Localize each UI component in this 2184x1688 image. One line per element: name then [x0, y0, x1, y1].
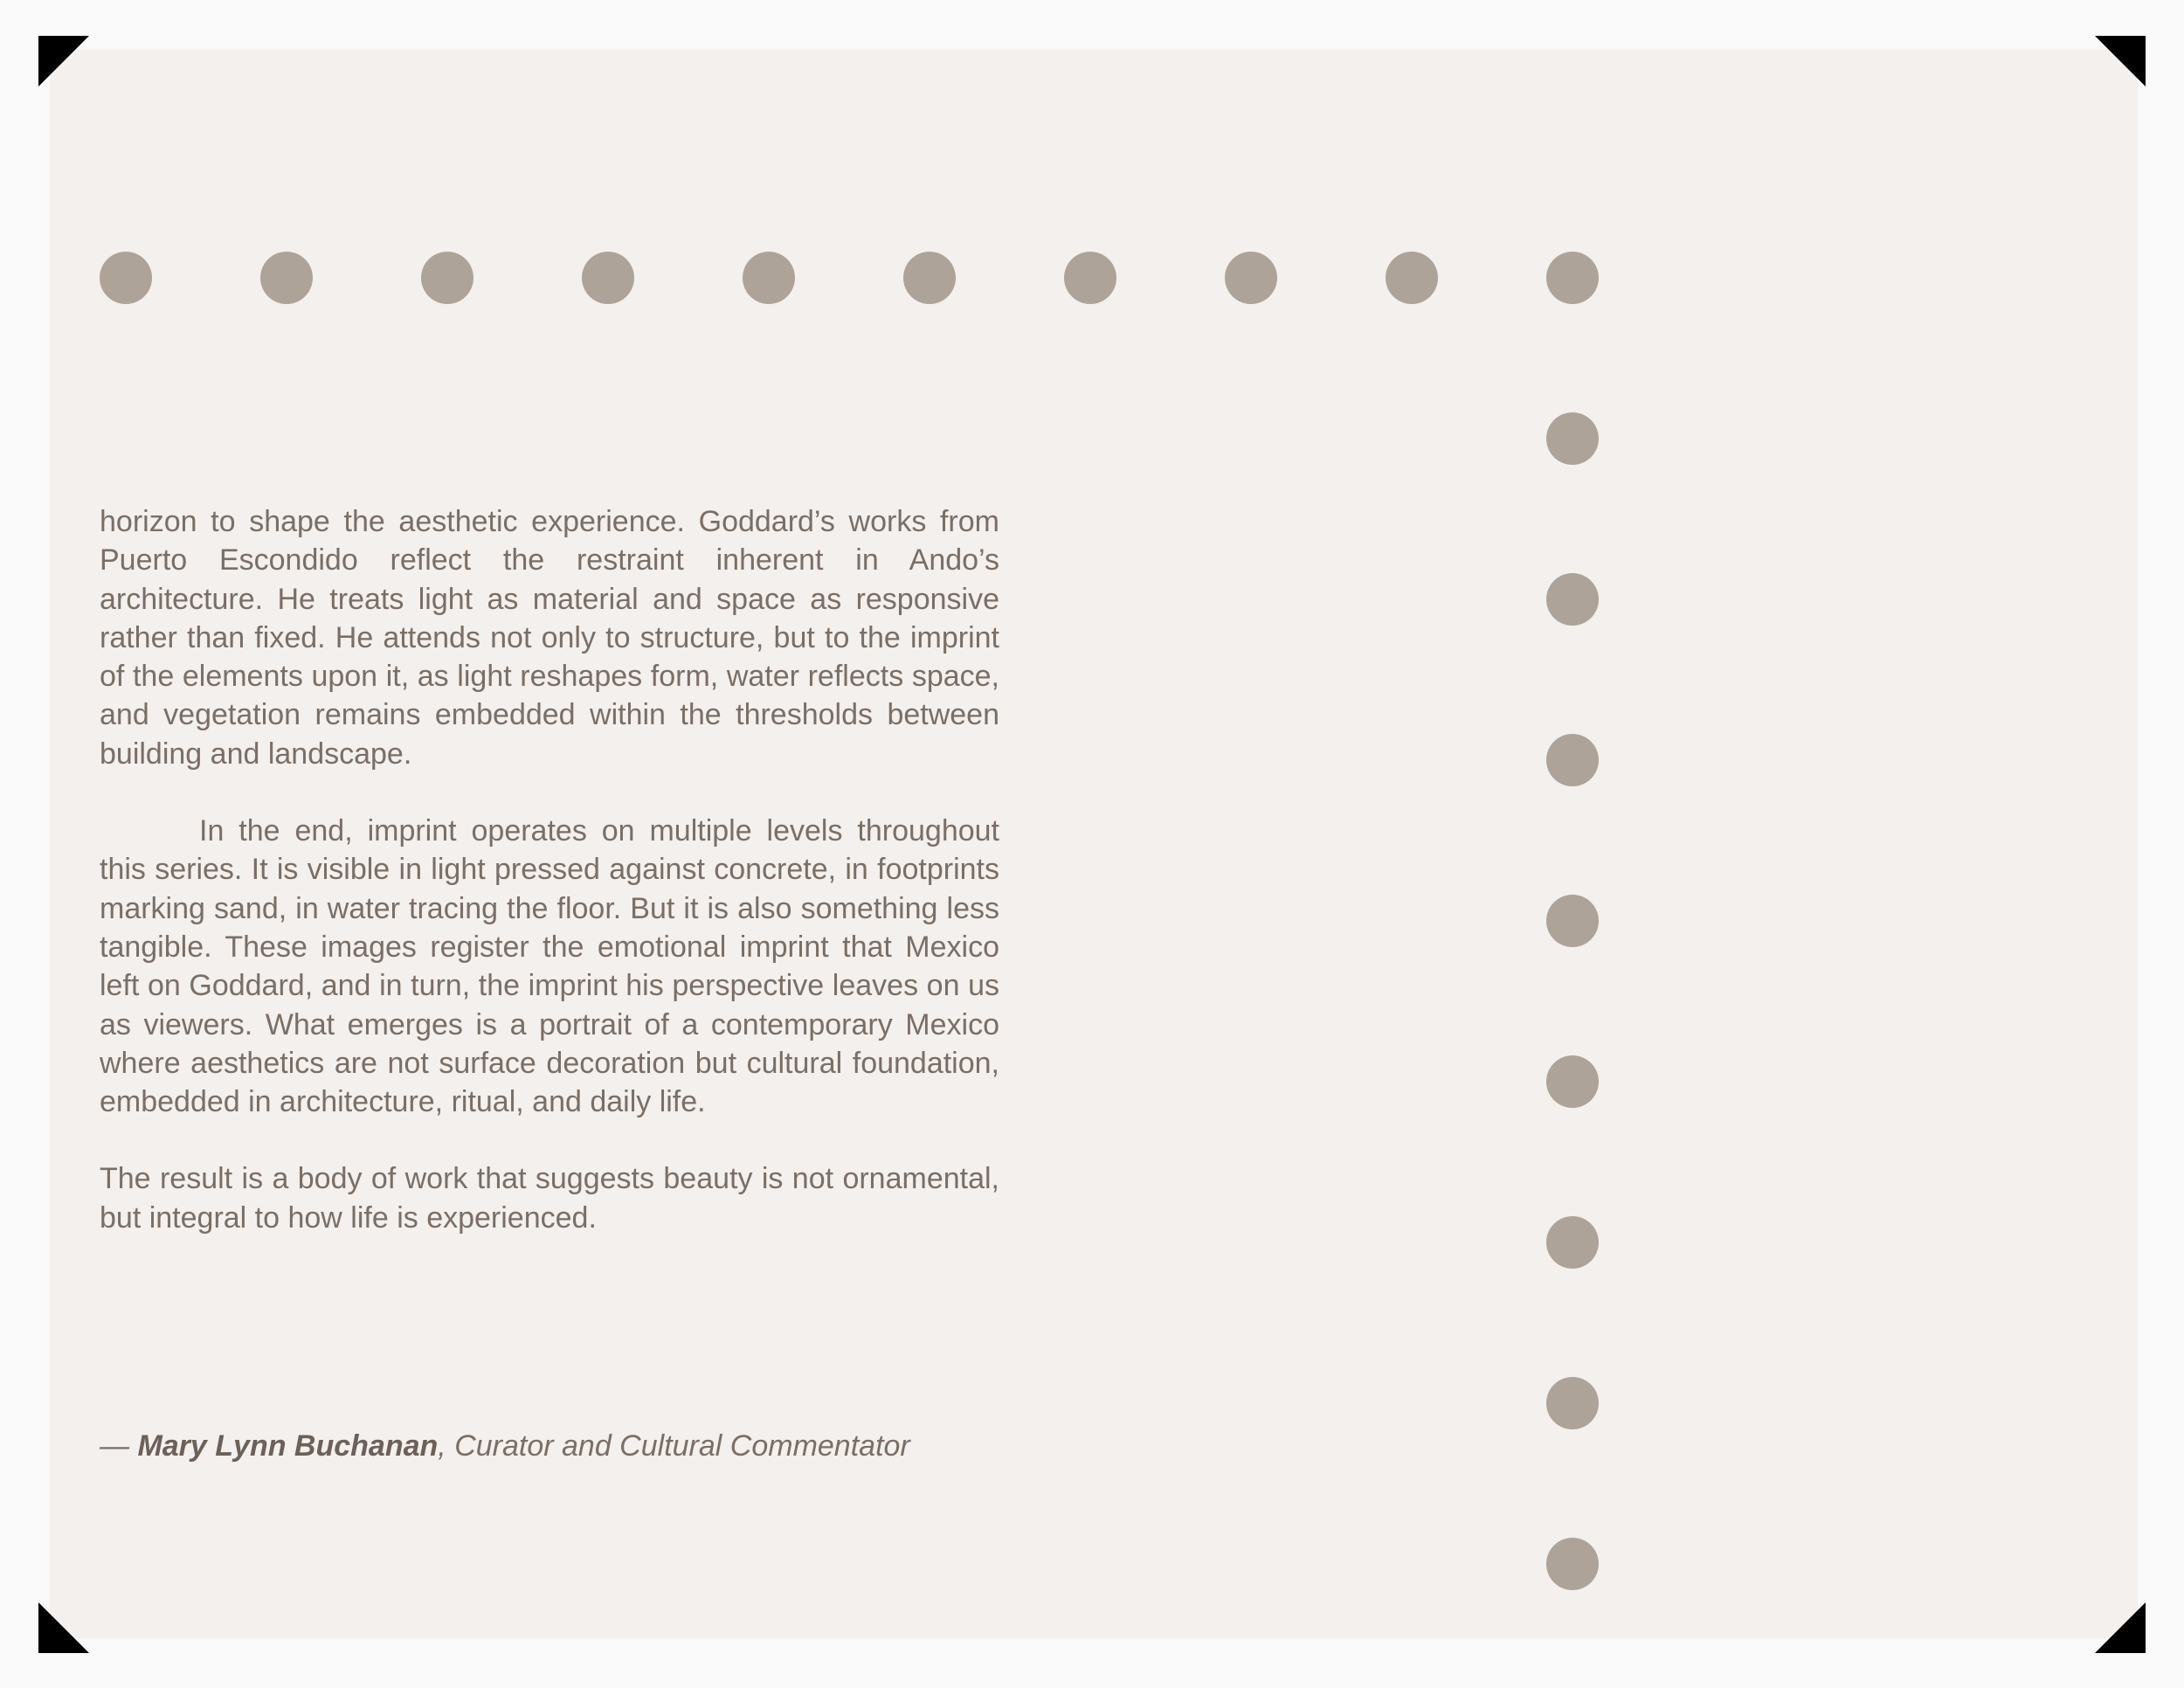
decorative-dot — [582, 252, 634, 304]
photo-corner-bottom-left — [38, 1602, 89, 1653]
decorative-dot — [1546, 895, 1599, 947]
attribution-dash: — — [100, 1429, 138, 1463]
paragraph-2: In the end, imprint operates on multiple levels throughout this series. It is visible in light pressed against concrete, in footprints marking sand, in water tracing the floor. But it is also something less tangible. These images register the emotional imprint that Mexico left on Goddard, and in turn, the imprint his perspective leaves on us as viewers. What emerges is a portrait of a contemporary Mexico where aesthetics are not surface decoration but cultural foundation, embedded in architecture, ritual, and daily life. — [100, 814, 999, 1119]
decorative-dot — [1546, 573, 1599, 626]
decorative-dot — [1386, 252, 1438, 304]
decorative-dot — [1546, 412, 1599, 465]
photo-corner-top-right — [2095, 36, 2146, 86]
decorative-dot — [1064, 252, 1116, 304]
decorative-dot — [1546, 1377, 1599, 1429]
decorative-dot — [260, 252, 313, 304]
paragraph-1: horizon to shape the aesthetic experience. Goddard’s works from Puerto Escondido reflect the restraint inherent in Ando’s architecture. He treats light as material and space as responsive rather than fixed. He attends not only to structure, but to the imprint of the elements upon it, as light reshapes form, water reflects space, and vegetation remains embedded within the thresholds between building and landscape. — [100, 505, 999, 771]
decorative-dot — [1546, 1216, 1599, 1269]
decorative-dot — [421, 252, 473, 304]
attribution — [100, 1429, 910, 1463]
decorative-dot — [100, 252, 152, 304]
decorative-dot — [1546, 1055, 1599, 1108]
decorative-dot — [1225, 252, 1277, 304]
author-role: , Curator and Cultural Commentator — [438, 1429, 910, 1463]
body-text — [100, 502, 999, 1276]
photo-corner-bottom-right — [2095, 1602, 2146, 1653]
paragraph-3: The result is a body of work that suggests beauty is not ornamental, but integral to how life is experienced. — [100, 1162, 999, 1235]
decorative-dot — [1546, 1538, 1599, 1590]
decorative-dot — [903, 252, 956, 304]
decorative-dot — [743, 252, 795, 304]
author-name: Mary Lynn Buchanan — [137, 1429, 439, 1463]
decorative-dot — [1546, 734, 1599, 786]
decorative-dot — [1546, 252, 1599, 304]
photo-corner-top-left — [38, 36, 89, 86]
